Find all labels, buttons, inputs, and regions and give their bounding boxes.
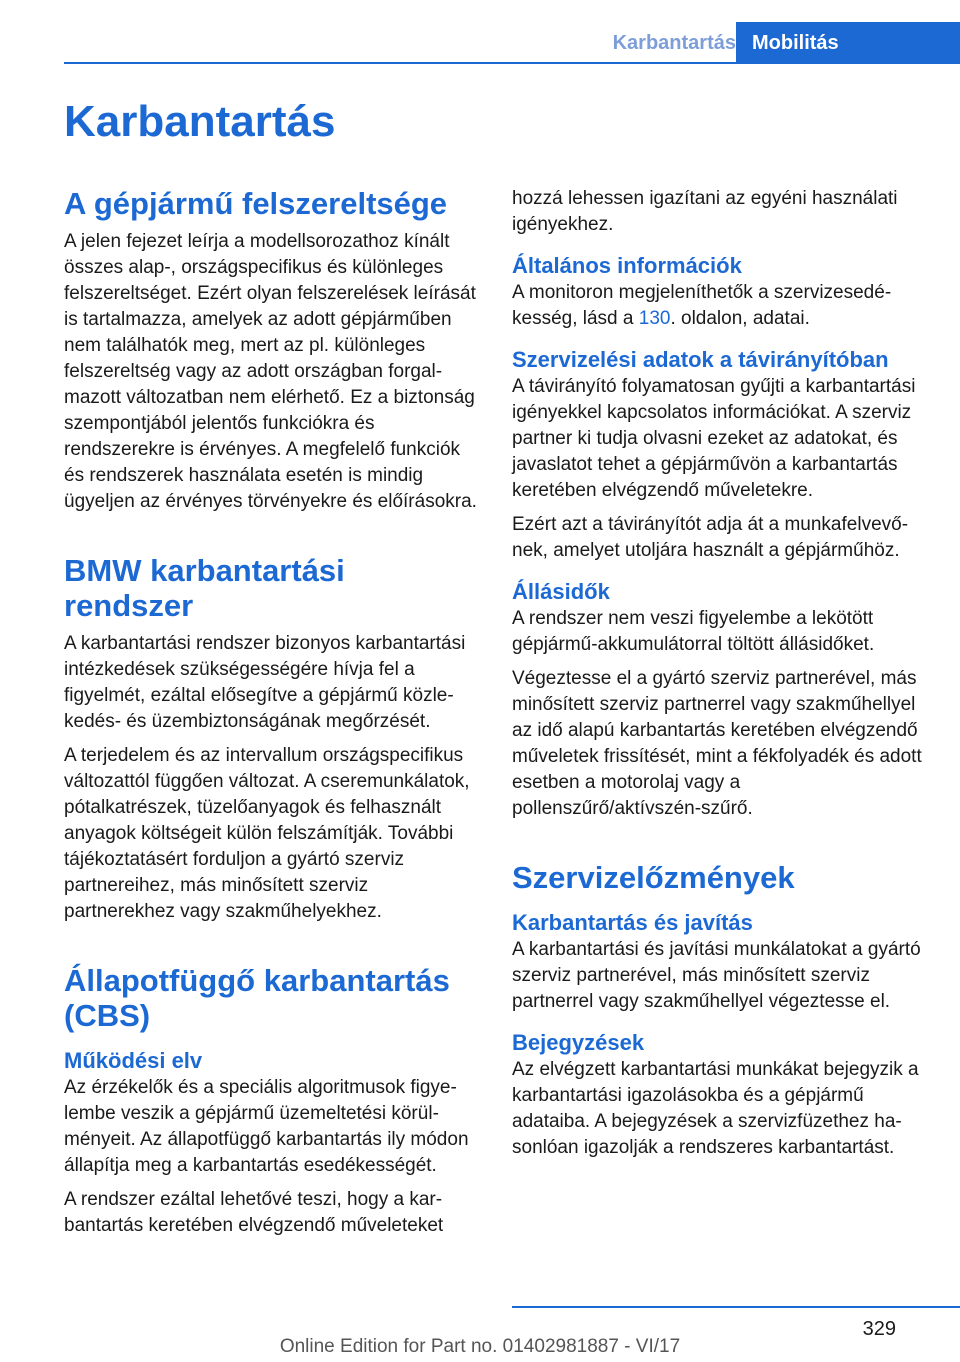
paragraph-remote-2: Ezért azt a távirányítót adja át a munkafelvevőnek, amelyet utoljára használt a gépjárműhöz. bbox=[512, 514, 909, 561]
heading-downtime: Állásidők bbox=[512, 579, 610, 604]
header-section[interactable]: Karbantartás bbox=[612, 32, 736, 54]
heading-service-history: Szervizelőzmények bbox=[512, 860, 795, 895]
paragraph-downtime-1: A rendszer nem veszi figyelembe a lekötött gépjármű-akkumulátorral töltött állásidőket. bbox=[512, 608, 875, 655]
heading-general-info: Általános információk bbox=[512, 253, 742, 278]
paragraph-bmw-maintenance-2: A terjedelem és az intervallum országspecifikus változattól függően változat. A cseremunkálatok, pótalkatrészek, tüzelőanyagok és felhasznált anyagok költségeit külön felszámítják. További tájékoztatásért forduljon a gyártó szerviz partnereihez, más minősített szerviz partnerekhez vagy szakműhelyekhez. bbox=[64, 745, 470, 922]
paragraph-remote-1: A távirányító folyamatosan gyűjti a karbantartási igényekkel kapcsolatos információkat. A szerviz partner ki tudja olvasni ezeket az adatokat, és javaslatot tehet a gépjárművön a karbantartás keretében elvégzendő műveletekre. bbox=[512, 376, 916, 501]
paragraph-general-info bbox=[512, 280, 930, 332]
paragraph-continued: hozzá lehessen igazítani az egyéni használati igényekhez. bbox=[512, 188, 898, 235]
right-column bbox=[512, 186, 930, 1161]
paragraph-vehicle-equipment: A jelen fejezet leírja a modellsorozathoz kínált összes alap-, országspecifikus és különleges felszereltséget. Ezért olyan felszerelések leírását is tartalmazza, amelyek az adott gépjárműben nem találhatók meg, mert az pl. különleges felszereltség vagy az adott országban forgalmazott változatban nem elérhető. Ez a biztonság szempontjából jelentős funkciókra és rendszerekre is érvényes. A megfelelő funkciók és rendszerek használata esetén is mindig ügyeljen az érvényes törvényekre és előírásokra. bbox=[64, 231, 477, 512]
general-info-text-before: A monitoron megjeleníthetők a szervizesedékesség, lásd a bbox=[512, 282, 892, 329]
heading-maintenance-repair: Karbantartás és javítás bbox=[512, 910, 753, 935]
paragraph-principle-2: A rendszer ezáltal lehetővé teszi, hogy a karbantartás keretében elvégzendő műveleteket bbox=[64, 1189, 444, 1236]
heading-principle: Működési elv bbox=[64, 1048, 203, 1073]
paragraph-maintenance-repair: A karbantartási és javítási munkálatokat a gyártó szerviz partnerével, más minősített szerviz partnerrel vagy szakműhellyel végeztesse el. bbox=[512, 939, 921, 1012]
heading-remote-service-data: Szervizelési adatok a távirányítóban bbox=[512, 347, 889, 372]
page-title: Karbantartás bbox=[64, 97, 336, 146]
heading-vehicle-equipment: A gépjármű felszereltsége bbox=[64, 186, 448, 221]
left-column bbox=[64, 186, 480, 1239]
paragraph-entries: Az elvégzett karbantartási munkákat bejegyzik a karbantartási igazolásokba és a gépjármű adataiba. A bejegyzések a szervizfüzethez hasonlóan igazolják a rendszeres karbantartást. bbox=[512, 1059, 919, 1158]
heading-entries: Bejegyzések bbox=[512, 1030, 645, 1055]
header-chapter-tab[interactable]: Mobilitás bbox=[736, 22, 960, 62]
paragraph-principle-1: Az érzékelők és a speciális algoritmusok figyelembe veszik a gépjármű üzemeltetési körülményeit. Az állapotfüggő karbantartás ily módon állapítja meg a karbantartás esedékességét. bbox=[64, 1077, 469, 1176]
page-number-rule bbox=[512, 1306, 960, 1308]
paragraph-downtime-2: Végeztesse el a gyártó szerviz partnerével, más minősített szerviz partnerrel vagy szakműhellyel az idő alapú karbantartás keretében elvégzendő műveletek frissítését, mint a fékfolyadék és adott esetben a motorolaj vagy a pollenszűrő/aktívszén-szűrő. bbox=[512, 668, 922, 819]
heading-cbs: Állapotfüggő karbantartás (CBS) bbox=[64, 963, 450, 1033]
page-link-130[interactable]: 130 bbox=[638, 308, 671, 329]
paragraph-bmw-maintenance-1: A karbantartási rendszer bizonyos karbantartási intézkedések szükségességére hívja fel a figyelmét, ezáltal elősegítve a gépjármű közlekedés- és üzembiztonságának megőrzését. bbox=[64, 633, 466, 732]
heading-bmw-maintenance-system: BMW karbantartási rendszer bbox=[64, 553, 345, 623]
footer-edition: Online Edition for Part no. 01402981887 - VI/17 bbox=[279, 1336, 681, 1357]
header-bar bbox=[64, 22, 960, 64]
general-info-text-after: . oldalon, adatai. bbox=[670, 308, 810, 329]
page-number: 329 bbox=[862, 1318, 896, 1340]
